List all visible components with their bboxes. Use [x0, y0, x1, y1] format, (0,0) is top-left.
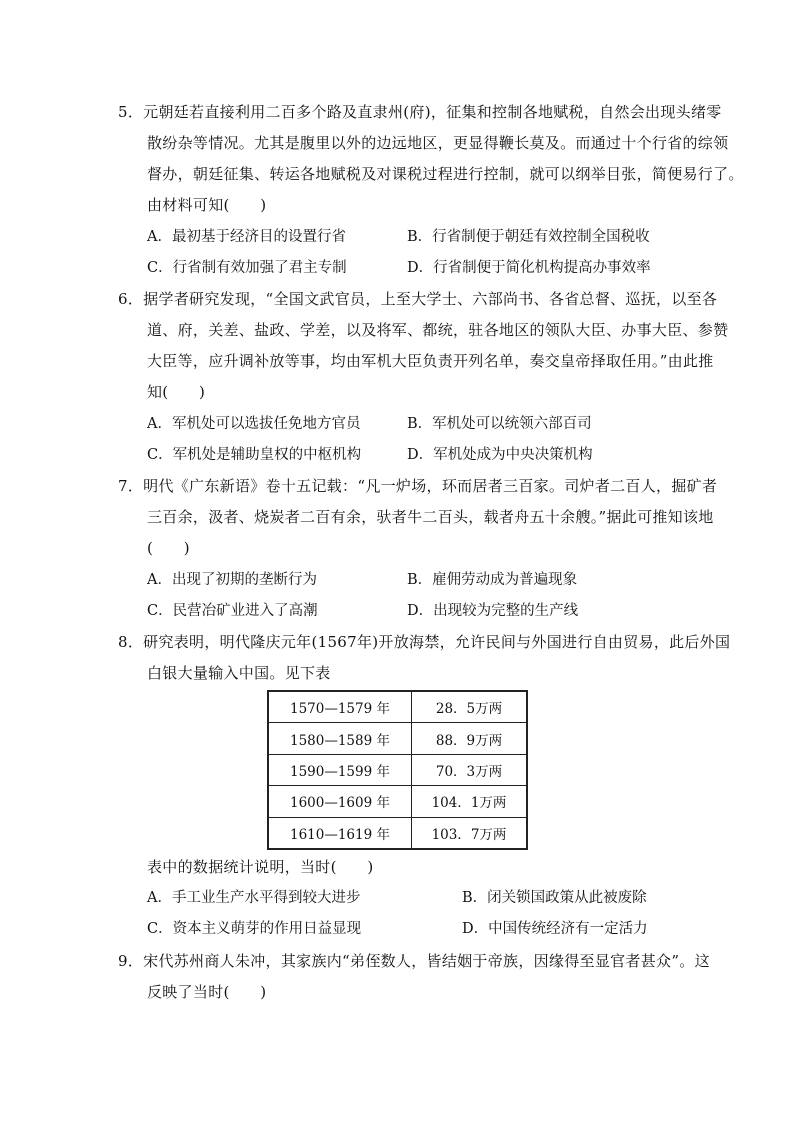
- table-cell-period: 1600—1609 年: [268, 786, 412, 817]
- table-cell-period: 1610—1619 年: [268, 817, 412, 849]
- option-c: C．行省制有效加强了君主专制: [147, 260, 347, 276]
- option-b: B．雇佣劳动成为普遍现象: [407, 572, 578, 588]
- table-cell-amount: 70．3万两: [412, 754, 528, 785]
- option-c: C．军机处是辅助皇权的中枢机构: [147, 447, 362, 463]
- question-stem-line: 9．宋代苏州商人朱冲，其家族内“弟侄数人，皆结姻于帝族，因缘得至显官者甚众”。这: [118, 952, 710, 970]
- option-b: B．行省制便于朝廷有效控制全国税收: [407, 229, 650, 245]
- table-cell-period: 1580—1589 年: [268, 723, 412, 754]
- table-row: [268, 817, 527, 849]
- table-cell-amount: 88．9万两: [412, 723, 528, 754]
- option-c: C．民营冶矿业进入了高潮: [147, 603, 318, 619]
- option-b: B．军机处可以统领六部百司: [407, 416, 592, 432]
- question-stem-line: 白银大量输入中国。见下表: [147, 664, 331, 682]
- question-stem-line: 由材料可知( ): [147, 196, 267, 214]
- option-c: C．资本主义萌芽的作用日益显现: [147, 921, 362, 937]
- table-cell-period: 1590—1599 年: [268, 754, 412, 785]
- question-stem-line: 5．元朝廷若直接利用二百多个路及直隶州(府)，征集和控制各地赋税，自然会出现头绪零: [118, 103, 722, 121]
- option-d: D．中国传统经济有一定活力: [462, 921, 648, 937]
- option-a: A．出现了初期的垄断行为: [147, 572, 317, 588]
- question-stem-line: 反映了当时( ): [147, 983, 267, 1001]
- question-stem-line: 表中的数据统计说明，当时( ): [147, 858, 374, 876]
- option-d: D．行省制便于简化机构提高办事效率: [407, 260, 651, 276]
- table-row: [268, 754, 527, 785]
- question-stem-line: 道、府，关差、盐政、学差，以及将军、都统，驻各地区的领队大臣、办事大臣、参赞: [147, 321, 729, 339]
- option-a: A．手工业生产水平得到较大进步: [147, 890, 361, 906]
- table-cell-amount: 103．7万两: [412, 817, 528, 849]
- question-stem-line: 8．研究表明，明代隆庆元年(1567年)开放海禁，允许民间与外国进行自由贸易，此后外国: [118, 633, 731, 651]
- table-cell-amount: 28．5万两: [412, 691, 528, 723]
- table-row: [268, 691, 527, 723]
- question-stem-line: 6．据学者研究发现，“全国文武官员，上至大学士、六部尚书、各省总督、巡抚，以至各: [118, 290, 718, 308]
- silver-import-table: [267, 690, 528, 850]
- option-a: A．最初基于经济目的设置行省: [147, 229, 346, 245]
- option-a: A．军机处可以选拔任免地方官员: [147, 416, 361, 432]
- question-stem-line: 7．明代《广东新语》卷十五记载：“凡一炉场，环而居者三百家。司炉者二百人，掘矿者: [118, 477, 718, 495]
- table-row: [268, 723, 527, 754]
- table-cell-period: 1570—1579 年: [268, 691, 412, 723]
- option-d: D．出现较为完整的生产线: [407, 603, 579, 619]
- table-row: [268, 786, 527, 817]
- question-stem-line: 三百余，汲者、烧炭者二百有余，驮者牛二百头，载者舟五十余艘。”据此可推知该地: [147, 508, 714, 526]
- question-stem-line: ( ): [147, 539, 190, 557]
- question-stem-line: 大臣等，应升调补放等事，均由军机大臣负责开列名单，奏交皇帝择取任用。”由此推: [147, 352, 714, 370]
- table-cell-amount: 104．1万两: [412, 786, 528, 817]
- option-d: D．军机处成为中央决策机构: [407, 447, 593, 463]
- option-b: B．闭关锁国政策从此被废除: [462, 890, 647, 906]
- question-stem-line: 散纷杂等情况。尤其是腹里以外的边远地区，更显得鞭长莫及。而通过十个行省的综领: [147, 134, 729, 152]
- question-stem-line: 督办，朝廷征集、转运各地赋税及对课税过程进行控制，就可以纲举目张，简便易行了。: [147, 165, 744, 183]
- question-stem-line: 知( ): [147, 383, 206, 401]
